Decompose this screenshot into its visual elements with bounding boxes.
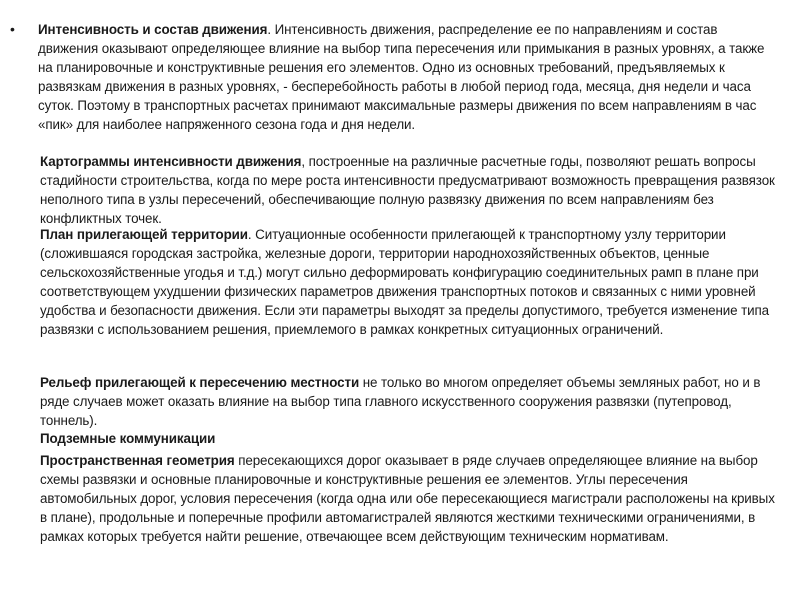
- paragraph-cartograms: [40, 152, 785, 228]
- heading-cartograms: Картограммы интенсивности движения: [40, 154, 302, 169]
- text-traffic-intensity: . Интенсивность движения, распределение ее по направлениям и состав движения оказывают определяющее влияние на выбор типа пересечения или примыкания в разных уровнях, а также на планировочные и конструктивные решения его элементов. Одно из основных требований, предъявляемых к развязкам движения в разных уровнях, - бесперебойность работы в любой период года, месяца, дня недели и часа суток. Поэтому в транспортных расчетах принимают максимальные размеры движения по всем направлениям в час «пик» для наиболее напряженного сезона года и дня недели.: [38, 22, 765, 132]
- heading-relief: Рельеф прилегающей к пересечению местности: [40, 375, 360, 390]
- paragraph-spatial-geometry: [40, 451, 785, 546]
- section-traffic-intensity: [10, 20, 780, 134]
- paragraph-relief: [40, 373, 785, 430]
- text-relief: не только во многом определяет объемы земляных работ, но и в ряде случаев может оказать влияние на выбор типа главного искусственного сооружения развязки (путепровод, тоннель).: [40, 375, 761, 428]
- heading-traffic-intensity: Интенсивность и состав движения: [38, 22, 268, 37]
- heading-spatial-geometry: Пространственная геометрия: [40, 453, 235, 468]
- paragraph-territory-plan: [40, 225, 785, 339]
- text-territory-plan: . Ситуационные особенности прилегающей к транспортному узлу территории (сложившаяся городская застройка, железные дороги, территории народнохозяйственных объектов, ценные сельскохозяйственные угодья и т.д.) могут сильно деформировать конфигурацию соединительных рамп в плане при соответствующем ухудшении физических параметров движения транспортных потоков и связанных с ними уровней удобства и безопасности движения. Если эти параметры выходят за пределы допустимого, требуется изменение типа развязки с использованием решения, приемлемого в рамках конкретных ситуационных ограничений.: [40, 227, 770, 337]
- bullet-marker: •: [10, 21, 15, 37]
- heading-underground-utilities: Подземные коммуникации: [40, 431, 216, 446]
- paragraph-traffic-intensity: [38, 20, 780, 134]
- paragraph-underground-utilities: [40, 429, 785, 448]
- heading-territory-plan: План прилегающей территории: [40, 227, 248, 242]
- text-spatial-geometry: пересекающихся дорог оказывает в ряде случаев определяющее влияние на выбор схемы развязки и основные планировочные и конструктивные решения ее элементов. Углы пересечения автомобильных дорог, условия пересечения (когда одна или обе пересекающиеся магистрали расположены на кривых в плане), продольные и поперечные профили автомагистралей являются жесткими техническими ограничениями, в рамках которых требуется найти решение, отвечающее всем действующим техническим нормативам.: [40, 453, 775, 544]
- text-cartograms: , построенные на различные расчетные годы, позволяют решать вопросы стадийности строительства, когда по мере роста интенсивности предусматривают возможность превращения развязок неполного типа в узлы пересечений, обеспечивающие полную развязку движения по всем направлениям без конфликтных точек.: [40, 154, 775, 226]
